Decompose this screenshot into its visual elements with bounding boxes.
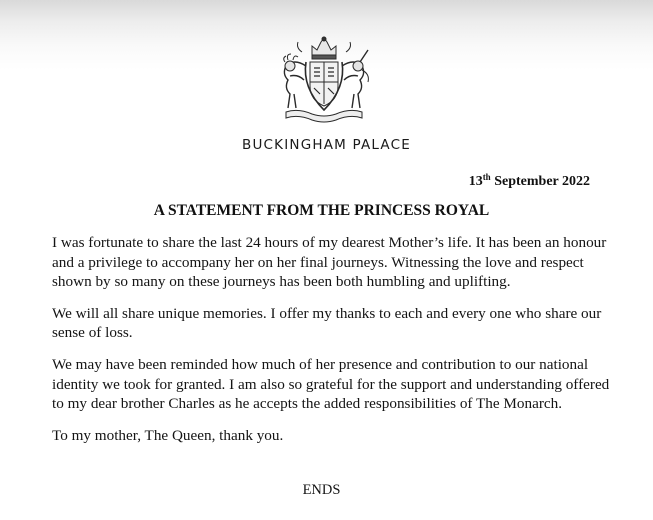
body-paragraph: We may have been reminded how much of her presence and contribution to our national identity we took for granted. I am also so grateful for the support and understanding offered to my dear brother Charles as he accepts the added responsibilities of The Monarch. xyxy=(52,355,610,413)
statement-heading: A STATEMENT FROM THE PRINCESS ROYAL xyxy=(153,202,490,219)
date-day: 13 xyxy=(468,174,483,189)
date-suffix: th xyxy=(482,172,491,182)
date-month-year: September 2022 xyxy=(490,174,590,189)
body-paragraph: We will all share unique memories. I offer my thanks to each and every one who share our sense of loss. xyxy=(52,304,602,342)
royal-coat-of-arms-icon xyxy=(272,36,376,124)
statement-body xyxy=(52,233,612,457)
body-paragraph: I was fortunate to share the last 24 hours of my dearest Mother’s life. It has been an honour and a privilege to accompany her on her final journeys. Witnessing the love and respect shown by so many on these journeys has been both humbling and uplifting. xyxy=(52,234,607,291)
statement-date xyxy=(469,174,590,190)
letterhead-title: BUCKINGHAM PALACE xyxy=(242,137,411,153)
body-paragraph: To my mother, The Queen, thank you. xyxy=(52,426,284,444)
ends-marker: ENDS xyxy=(302,482,341,498)
